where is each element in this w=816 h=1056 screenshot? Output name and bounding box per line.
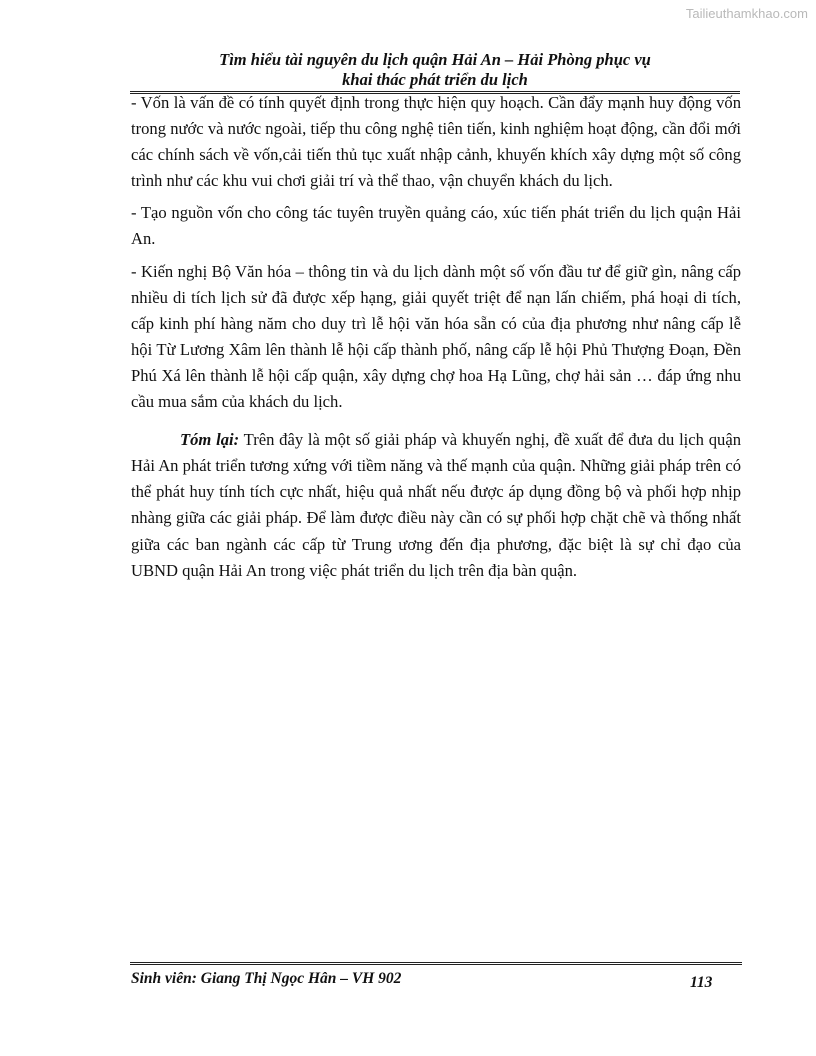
footer-page-number: 113 (690, 974, 713, 991)
page-header (130, 50, 740, 90)
conclusion-label: Tóm lại: (180, 430, 240, 450)
paragraph-conclusion (131, 427, 741, 584)
paragraph-ministry-recommendation: - Kiến nghị Bộ Văn hóa – thông tin và du lịch dành một số vốn đầu tư để giữ gìn, nâng cấp nhiều di tích lịch sử đã được xếp hạng, giải quyết triệt để nạn lấn chiếm, phá hoại di tích, cấp kinh phí hàng năm cho duy trì lễ hội văn hóa sẵn có của địa phương như nâng cấp lễ hội Từ Lương Xâm lên thành lễ hội cấp thành phố, nâng cấp lễ hội Phủ Thượng Đoạn, Đền Phú Xá lên thành lễ hội cấp quận, xây dựng chợ hoa Hạ Lũng, chợ hải sản … đáp ứng nhu cầu mua sắm của khách du lịch. (131, 261, 741, 412)
document-body (131, 90, 741, 590)
header-title-line-1: Tìm hiểu tài nguyên du lịch quận Hải An – Hải Phòng phục vụ (219, 50, 651, 69)
header-title-line-2: khai thác phát triển du lịch (342, 70, 528, 89)
paragraph-capital: - Vốn là vấn đề có tính quyết định trong thực hiện quy hoạch. Cần đẩy mạnh huy động vốn trong nước và nước ngoài, tiếp thu công nghệ tiên tiến, kinh nghiệm hoạt động, cần đổi mới các chính sách về vốn,cải tiến thủ tục xuất nhập cảnh, khuyến khích xây dựng một số công trình như các khu vui chơi giải trí và thể thao, vận chuyển khách du lịch. (131, 93, 741, 191)
footer-student-name: Sinh viên: Giang Thị Ngọc Hân – VH 902 (131, 970, 402, 987)
conclusion-text: Trên đây là một số giải pháp và khuyến nghị, đề xuất để đưa du lịch quận Hải An phát triển tương xứng với tiềm năng và thế mạnh của quận. Những giải pháp trên có thể phát huy tính tích cực nhất, hiệu quả nhất nếu được áp dụng đồng bộ và phối hợp nhịp nhàng giữa các giải pháp. Để làm được điều này cần có sự phối hợp chặt chẽ và thống nhất giữa các ban ngành các cấp từ Trung ương đến địa phương, đặc biệt là sự chỉ đạo của UBND quận Hải An trong việc phát triển du lịch trên địa bàn quận. (131, 430, 741, 580)
paragraph-advertising-fund: - Tạo nguồn vốn cho công tác tuyên truyền quảng cáo, xúc tiến phát triển du lịch quận Hải An. (131, 203, 741, 249)
footer-divider (130, 962, 742, 965)
watermark-text: Tailieuthamkhao.com (685, 6, 808, 21)
